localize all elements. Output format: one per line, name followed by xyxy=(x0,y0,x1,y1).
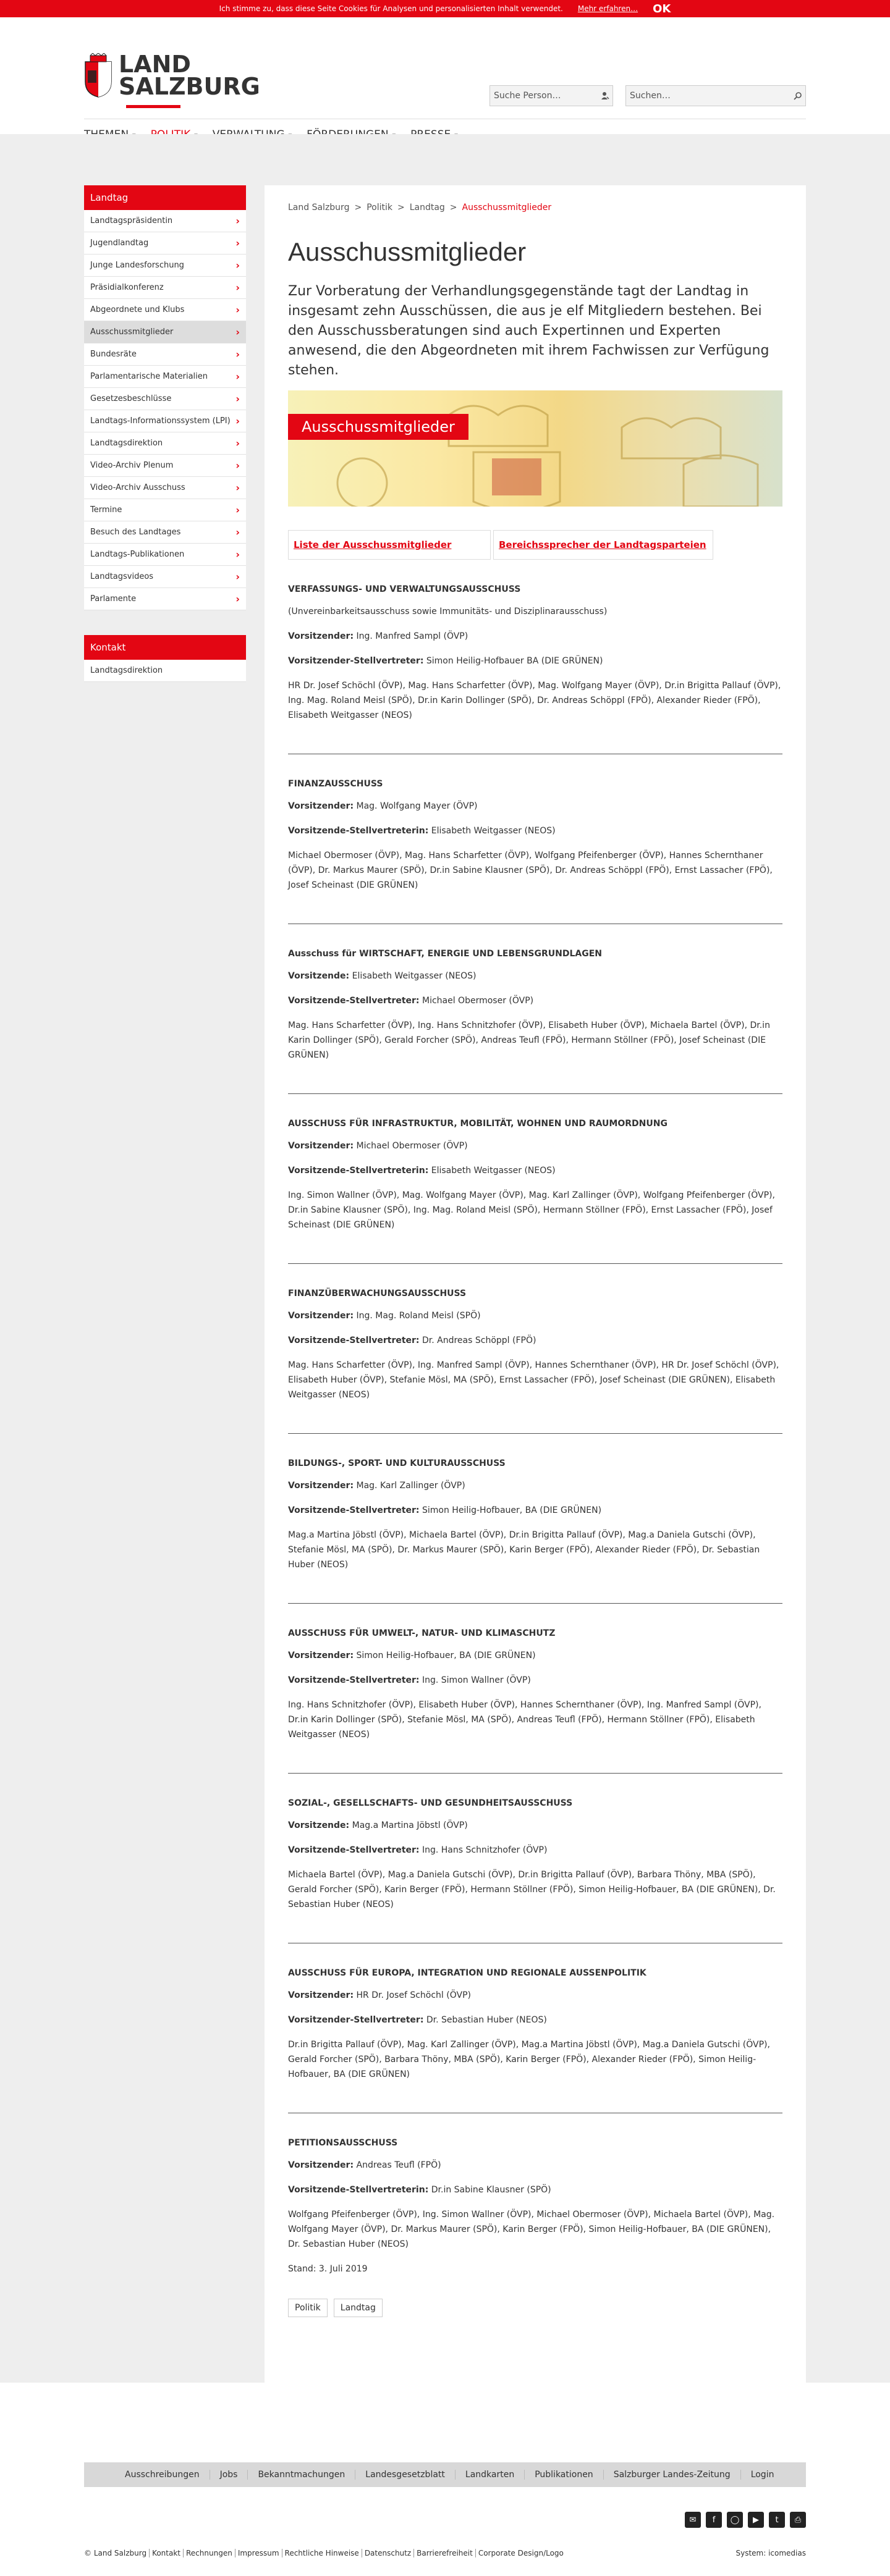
chair-label: Vorsitzender: xyxy=(288,2160,354,2170)
breadcrumb-item[interactable]: Politik xyxy=(367,203,392,213)
site-search-input[interactable]: Suchen… xyxy=(630,91,671,101)
footer-bar-link[interactable]: Bekanntmachungen xyxy=(248,2470,355,2480)
vice-chair-label: Vorsitzende-Stellvertreterin: xyxy=(288,826,429,836)
committee-members: Michael Obermoser (ÖVP), Mag. Hans Scharfetter (ÖVP), Wolfgang Pfeifenberger (ÖVP), Hannes Schernthaner (ÖVP), Dr. Markus Maurer (SPÖ), Dr.in Sabine Klausner (SPÖ), Dr. Andreas Schöppl (FPÖ), Ernst Lassacher (FPÖ), Josef Scheinast (DIE GRÜNEN) xyxy=(288,851,773,890)
committee-title: AUSSCHUSS FÜR EUROPA, INTEGRATION UND REGIONALE AUSSENPOLITIK xyxy=(288,1968,646,1978)
committee-members: HR Dr. Josef Schöchl (ÖVP), Mag. Hans Scharfetter (ÖVP), Mag. Wolfgang Mayer (ÖVP), Dr.in Brigitta Pallauf (ÖVP), Ing. Mag. Roland Meisl (SPÖ), Dr.in Karin Dollinger (SPÖ), Dr. Andreas Schöppl (FPÖ), Alexander Rieder (FPÖ), Elisabeth Weitgasser (NEOS) xyxy=(288,681,781,720)
vice-chair-label: Vorsitzende-Stellvertreter: xyxy=(288,1845,420,1855)
chevron-right-icon: › xyxy=(235,549,240,560)
site-header xyxy=(0,17,890,134)
sidebar-contact-title[interactable]: Kontakt xyxy=(84,635,246,660)
tab-member-list[interactable]: Liste der Ausschussmitglieder xyxy=(288,530,491,560)
committee-list xyxy=(288,584,782,2252)
sidebar-item-label: Landtags-Publikationen xyxy=(90,550,185,559)
committee-title: Ausschuss für WIRTSCHAFT, ENERGIE UND LEBENSGRUNDLAGEN xyxy=(288,949,603,959)
sidebar-item[interactable] xyxy=(84,388,246,410)
print-icon[interactable]: ⎙ xyxy=(790,2512,806,2528)
committee-title: BILDUNGS-, SPORT- UND KULTURAUSSCHUSS xyxy=(288,1458,506,1468)
committee-chair xyxy=(288,2158,782,2173)
sidebar-item[interactable] xyxy=(84,544,246,566)
footer-bar-link[interactable]: Ausschreibungen xyxy=(115,2470,210,2480)
sidebar-item[interactable] xyxy=(84,366,246,388)
sidebar-item[interactable] xyxy=(84,588,246,610)
committee-section xyxy=(288,1289,782,1402)
sidebar-item-label: Ausschussmitglieder xyxy=(90,327,174,337)
committee-chair xyxy=(288,1139,782,1153)
coat-of-arms-illustration xyxy=(288,390,782,507)
logo-line2: SALZBURG xyxy=(119,73,260,100)
footer-legal-link[interactable]: Impressum xyxy=(238,2549,282,2557)
committee-chair xyxy=(288,1818,782,1833)
chair-label: Vorsitzender: xyxy=(288,1141,354,1151)
tag-landtag[interactable]: Landtag xyxy=(334,2299,383,2317)
footer-bar-link[interactable]: Landesgesetzblatt xyxy=(355,2470,456,2480)
committee-chair xyxy=(288,629,782,644)
committee-vice-chair xyxy=(288,2013,782,2027)
chevron-right-icon: › xyxy=(235,259,240,271)
vice-chair-name: Elisabeth Weitgasser (NEOS) xyxy=(431,1166,556,1176)
chevron-right-icon: › xyxy=(235,371,240,382)
sidebar-item[interactable] xyxy=(84,321,246,343)
vice-chair-name: Elisabeth Weitgasser (NEOS) xyxy=(431,826,556,836)
chair-label: Vorsitzender: xyxy=(288,631,354,641)
main-content xyxy=(265,185,806,2412)
sidebar-item[interactable] xyxy=(84,210,246,232)
breadcrumb xyxy=(288,203,782,213)
cookie-bar xyxy=(0,0,890,17)
committee-chair xyxy=(288,969,782,983)
footer-legal-link[interactable]: Datenschutz xyxy=(365,2549,414,2557)
vice-chair-name: Simon Heilig-Hofbauer BA (DIE GRÜNEN) xyxy=(426,656,603,666)
footer-bar-link[interactable]: Landkarten xyxy=(456,2470,525,2480)
vice-chair-name: Michael Obermoser (ÖVP) xyxy=(422,996,534,1006)
committee-section xyxy=(288,779,782,893)
vice-chair-label: Vorsitzende-Stellvertreter: xyxy=(288,996,420,1006)
sidebar-item-label: Termine xyxy=(90,505,122,515)
twitter-icon[interactable]: t xyxy=(769,2512,785,2528)
sidebar-item[interactable] xyxy=(84,566,246,588)
committee-members: Dr.in Brigitta Pallauf (ÖVP), Mag. Karl Zallinger (ÖVP), Mag.a Martina Jöbstl (ÖVP), Mag.a Daniela Gutschi (ÖVP), Gerald Forcher (SPÖ), Barbara Thöny, MBA (SPÖ), Karin Berger (FPÖ), Alexander Rieder (FPÖ), Simon Heilig-Hofbauer, BA (DIE GRÜNEN) xyxy=(288,2040,770,2079)
section-divider xyxy=(288,1263,782,1264)
footer-legal-link[interactable]: Barrierefreiheit xyxy=(417,2549,476,2557)
sidebar-contact-box xyxy=(84,635,246,682)
sidebar-item[interactable] xyxy=(84,255,246,277)
facebook-icon[interactable]: f xyxy=(706,2512,722,2528)
cookie-more-link[interactable]: Mehr erfahren… xyxy=(577,4,638,13)
person-icon[interactable] xyxy=(598,88,612,103)
chair-name: Simon Heilig-Hofbauer, BA (DIE GRÜNEN) xyxy=(356,1651,536,1661)
sidebar-item-label: Junge Landesforschung xyxy=(90,261,184,270)
chair-label: Vorsitzender: xyxy=(288,1990,354,2000)
chair-name: Ing. Manfred Sampl (ÖVP) xyxy=(356,631,468,641)
tag-list xyxy=(288,2299,782,2317)
footer-legal-link[interactable]: Rechnungen xyxy=(186,2549,235,2557)
sidebar-contact-item[interactable] xyxy=(84,660,246,682)
committee-title: FINANZAUSSCHUSS xyxy=(288,779,383,789)
chair-name: Elisabeth Weitgasser (NEOS) xyxy=(352,971,477,981)
chevron-right-icon: › xyxy=(235,415,240,427)
social-icons xyxy=(685,2512,806,2528)
committee-title: SOZIAL-, GESELLSCHAFTS- UND GESUNDHEITSAUSSCHUSS xyxy=(288,1798,573,1808)
breadcrumb-item[interactable]: Landtag xyxy=(409,203,445,213)
chevron-right-icon: › xyxy=(235,348,240,360)
committee-chair xyxy=(288,1988,782,2003)
sidebar-item[interactable] xyxy=(84,499,246,521)
committee-members: Mag. Hans Scharfetter (ÖVP), Ing. Manfred Sampl (ÖVP), Hannes Schernthaner (ÖVP), HR Dr. Josef Schöchl (ÖVP), Elisabeth Huber (ÖVP), Stefanie Mösl, MA (SPÖ), Ernst Lassacher (FPÖ), Josef Scheinast (DIE GRÜNEN), Elisabeth Weitgasser (NEOS) xyxy=(288,1360,779,1400)
vice-chair-label: Vorsitzende-Stellvertreterin: xyxy=(288,2185,429,2195)
chair-label: Vorsitzender: xyxy=(288,1311,354,1321)
chair-label: Vorsitzende: xyxy=(288,971,350,981)
chair-label: Vorsitzende: xyxy=(288,1820,350,1830)
vice-chair-label: Vorsitzende-Stellvertreter: xyxy=(288,1505,420,1515)
sidebar-item-label: Jugendlandtag xyxy=(90,238,149,248)
section-divider xyxy=(288,1603,782,1604)
chevron-right-icon: › xyxy=(235,304,240,316)
sidebar-item-label: Präsidialkonferenz xyxy=(90,283,164,292)
sidebar-item[interactable] xyxy=(84,232,246,255)
committee-members: Mag. Hans Scharfetter (ÖVP), Ing. Hans Schnitzhofer (ÖVP), Elisabeth Huber (ÖVP), Michaela Bartel (ÖVP), Dr.in Karin Dollinger (SPÖ), Gerald Forcher (SPÖ), Andreas Teufl (FPÖ), Hermann Stöllner (FPÖ), Josef Scheinast (DIE GRÜNEN) xyxy=(288,1021,770,1060)
sidebar-item-label: Landtagsdirektion xyxy=(90,666,163,675)
chevron-right-icon: › xyxy=(235,326,240,338)
sidebar-item-label: Video-Archiv Plenum xyxy=(90,461,174,470)
breadcrumb-current: Ausschussmitglieder xyxy=(462,203,552,213)
chair-name: Ing. Mag. Roland Meisl (SPÖ) xyxy=(356,1311,481,1321)
sidebar-item[interactable] xyxy=(84,343,246,366)
committee-chair xyxy=(288,1308,782,1323)
committee-section xyxy=(288,584,782,723)
chevron-right-icon: › xyxy=(235,393,240,405)
chair-name: Mag.a Martina Jöbstl (ÖVP) xyxy=(352,1820,468,1830)
vice-chair-label: Vorsitzende-Stellvertreterin: xyxy=(288,1166,429,1176)
vice-chair-name: Dr. Sebastian Huber (NEOS) xyxy=(426,2015,547,2025)
search-icon[interactable] xyxy=(790,88,805,103)
committee-title: PETITIONSAUSSCHUSS xyxy=(288,2138,398,2148)
sidebar-item-label: Besuch des Landtages xyxy=(90,528,181,537)
committee-members: Michaela Bartel (ÖVP), Mag.a Daniela Gutschi (ÖVP), Dr.in Brigitta Pallauf (ÖVP), Barbara Thöny, MBA (SPÖ), Gerald Forcher (SPÖ), Karin Berger (FPÖ), Hermann Stöllner (FPÖ), Simon Heilig-Hofbauer, BA (DIE GRÜNEN), Dr. Sebastian Huber (NEOS) xyxy=(288,1870,776,1909)
logo-underline xyxy=(126,105,180,108)
footer-legal-link[interactable]: Kontakt xyxy=(152,2549,184,2557)
committee-members: Ing. Simon Wallner (ÖVP), Mag. Wolfgang Mayer (ÖVP), Mag. Karl Zallinger (ÖVP), Wolfgang Pfeifenberger (ÖVP), Dr.in Sabine Klausner (SPÖ), Ing. Mag. Roland Meisl (SPÖ), Hermann Stöllner (FPÖ), Ernst Lassacher (FPÖ), Josef Scheinast (DIE GRÜNEN) xyxy=(288,1190,775,1230)
instagram-icon[interactable]: ◯ xyxy=(727,2512,743,2528)
chevron-right-icon: › xyxy=(235,460,240,471)
chevron-right-icon: › xyxy=(235,437,240,449)
committee-section xyxy=(288,1628,782,1742)
banner-label: Ausschussmitglieder xyxy=(288,414,468,440)
committee-vice-chair xyxy=(288,1503,782,1518)
section-divider xyxy=(288,1433,782,1434)
committee-members: Wolfgang Pfeifenberger (ÖVP), Ing. Simon Wallner (ÖVP), Michael Obermoser (ÖVP), Michaela Bartel (ÖVP), Mag. Wolfgang Mayer (ÖVP), Dr. Markus Maurer (SPÖ), Karin Berger (FPÖ), Simon Heilig-Hofbauer, BA (DIE GRÜNEN), Dr. Sebastian Huber (NEOS) xyxy=(288,2210,775,2249)
committee-section xyxy=(288,1119,782,1232)
sidebar-item-label: Landtagspräsidentin xyxy=(90,216,173,225)
sidebar-item[interactable] xyxy=(84,521,246,544)
committee-vice-chair xyxy=(288,1673,782,1688)
vice-chair-name: Dr.in Sabine Klausner (SPÖ) xyxy=(431,2185,551,2195)
chevron-right-icon: › xyxy=(235,593,240,605)
chair-label: Vorsitzender: xyxy=(288,1481,354,1491)
chevron-right-icon: › xyxy=(235,482,240,494)
site-logo[interactable] xyxy=(84,53,260,98)
committee-section xyxy=(288,2138,782,2252)
chair-name: Mag. Karl Zallinger (ÖVP) xyxy=(356,1481,465,1491)
committee-members: Mag.a Martina Jöbstl (ÖVP), Michaela Bartel (ÖVP), Dr.in Brigitta Pallauf (ÖVP), Mag.a Daniela Gutschi (ÖVP), Stefanie Mösl, MA (SPÖ), Dr. Markus Maurer (SPÖ), Karin Berger (FPÖ), Alexander Rieder (FPÖ), Dr. Sebastian Huber (NEOS) xyxy=(288,1530,760,1570)
sidebar-item[interactable] xyxy=(84,477,246,499)
committee-title: AUSSCHUSS FÜR INFRASTRUKTUR, MOBILITÄT, WOHNEN UND RAUMORDNUNG xyxy=(288,1119,668,1129)
footer-legal-link[interactable]: Corporate Design/Logo xyxy=(478,2549,564,2557)
sidebar-item-label: Gesetzesbeschlüsse xyxy=(90,394,172,403)
hero-banner xyxy=(288,390,782,507)
site-search-field[interactable] xyxy=(625,85,806,106)
tab-spokespersons[interactable]: Bereichssprecher der Landtagsparteien xyxy=(493,530,713,560)
chevron-right-icon: › xyxy=(235,571,240,583)
page-title: Ausschussmitglieder xyxy=(288,237,527,266)
sidebar-item-label: Landtagsdirektion xyxy=(90,439,163,448)
system-credit: System: icomedias xyxy=(735,2549,806,2557)
sidebar-title[interactable]: Landtag xyxy=(84,185,246,210)
site-footer xyxy=(0,2487,890,2576)
vice-chair-label: Vorsitzende-Stellvertreter: xyxy=(288,1675,420,1685)
last-updated: Stand: 3. Juli 2019 xyxy=(288,2264,368,2274)
committee-vice-chair xyxy=(288,654,782,668)
breadcrumb-item[interactable]: Land Salzburg xyxy=(288,203,350,213)
chevron-right-icon: › xyxy=(235,526,240,538)
breadcrumb-separator: > xyxy=(449,203,457,213)
breadcrumb-separator: > xyxy=(354,203,362,213)
chair-label: Vorsitzender: xyxy=(288,801,354,811)
sidebar-item-label: Landtags-Informationssystem (LPI) xyxy=(90,416,231,426)
chair-label: Vorsitzender: xyxy=(288,1651,354,1661)
footer-bar-link[interactable]: Jobs xyxy=(210,2470,248,2480)
footer-bar-link[interactable]: Publikationen xyxy=(525,2470,603,2480)
vice-chair-name: Ing. Hans Schnitzhofer (ÖVP) xyxy=(422,1845,548,1855)
section-divider xyxy=(288,1093,782,1094)
committee-section xyxy=(288,1798,782,1912)
page-lead: Zur Vorberatung der Verhandlungsgegenstände tagt der Landtag in insgesamt zehn Ausschüssen, die aus je elf Mitgliedern bestehen. Bei den Ausschussberatungen sind auch Expertinnen und Experten anwesend, die den Abgeordneten mit ihrem Fachwissen zur Verfügung stehen. xyxy=(288,284,769,378)
person-search-field[interactable] xyxy=(490,85,613,106)
sidebar-item-label: Abgeordnete und Klubs xyxy=(90,305,185,314)
committee-vice-chair xyxy=(288,2182,782,2197)
footer-bar-link[interactable]: Login xyxy=(750,2470,774,2480)
chair-name: Mag. Wolfgang Mayer (ÖVP) xyxy=(356,801,478,811)
committee-title: FINANZÜBERWACHUNGSAUSSCHUSS xyxy=(288,1289,467,1299)
vice-chair-name: Dr. Andreas Schöppl (FPÖ) xyxy=(422,1336,536,1345)
coat-of-arms-icon xyxy=(84,53,112,98)
vice-chair-name: Simon Heilig-Hofbauer, BA (DIE GRÜNEN) xyxy=(422,1505,602,1515)
sidebar-item-label: Parlamentarische Materialien xyxy=(90,372,208,381)
sidebar-item-label: Video-Archiv Ausschuss xyxy=(90,483,185,492)
sidebar xyxy=(84,185,246,682)
sidebar-list xyxy=(84,210,246,610)
committee-vice-chair xyxy=(288,1843,782,1858)
sidebar-item[interactable] xyxy=(84,410,246,432)
mail-icon[interactable]: ✉ xyxy=(685,2512,701,2528)
committee-title: VERFASSUNGS- UND VERWALTUNGSAUSSCHUSS xyxy=(288,584,521,594)
sidebar-item[interactable] xyxy=(84,299,246,321)
sidebar-item[interactable] xyxy=(84,432,246,455)
committee-members: Ing. Hans Schnitzhofer (ÖVP), Elisabeth Huber (ÖVP), Hannes Schernthaner (ÖVP), Ing. Manfred Sampl (ÖVP), Dr.in Karin Dollinger (SPÖ), Stefanie Mösl, MA (SPÖ), Andreas Teufl (FPÖ), Hermann Stöllner (FPÖ), Elisabeth Weitgasser (NEOS) xyxy=(288,1700,761,1740)
committee-chair xyxy=(288,799,782,814)
chevron-right-icon: › xyxy=(235,504,240,516)
committee-vice-chair xyxy=(288,1163,782,1178)
committee-vice-chair xyxy=(288,823,782,838)
logo-line1: LAND xyxy=(119,51,191,78)
chair-name: Michael Obermoser (ÖVP) xyxy=(356,1141,468,1151)
youtube-icon[interactable]: ▶ xyxy=(748,2512,764,2528)
vice-chair-label: Vorsitzender-Stellvertreter: xyxy=(288,2015,424,2025)
chevron-right-icon: › xyxy=(235,237,240,249)
sidebar-item[interactable] xyxy=(84,277,246,299)
committee-vice-chair xyxy=(288,993,782,1008)
footer-bar-link[interactable]: Salzburger Landes-Zeitung xyxy=(604,2470,741,2480)
footer-legal-link: © Land Salzburg xyxy=(84,2549,150,2557)
chevron-right-icon: › xyxy=(235,282,240,293)
committee-section xyxy=(288,1458,782,1572)
committee-section xyxy=(288,1968,782,2082)
committee-chair xyxy=(288,1478,782,1493)
sidebar-item-label: Parlamente xyxy=(90,594,137,604)
committee-vice-chair xyxy=(288,1333,782,1348)
chair-name: Andreas Teufl (FPÖ) xyxy=(356,2160,441,2170)
vice-chair-label: Vorsitzende-Stellvertreter: xyxy=(288,1336,420,1345)
breadcrumb-separator: > xyxy=(397,203,405,213)
chair-name: HR Dr. Josef Schöchl (ÖVP) xyxy=(356,1990,471,2000)
person-search-input[interactable]: Suche Person… xyxy=(494,91,561,101)
vice-chair-name: Ing. Simon Wallner (ÖVP) xyxy=(422,1675,531,1685)
committee-title: AUSSCHUSS FÜR UMWELT-, NATUR- UND KLIMASCHUTZ xyxy=(288,1628,556,1638)
footer-link-bar xyxy=(84,2462,806,2487)
committee-section xyxy=(288,949,782,1063)
sidebar-item-label: Landtagsvideos xyxy=(90,572,154,581)
footer-legal-link[interactable]: Rechtliche Hinweise xyxy=(285,2549,362,2557)
chevron-right-icon: › xyxy=(235,215,240,227)
committee-chair xyxy=(288,1648,782,1663)
tab-links xyxy=(288,530,782,560)
committee-subtitle: (Unvereinbarkeitsausschuss sowie Immunitäts- und Disziplinarausschuss) xyxy=(288,607,608,617)
sidebar-item[interactable] xyxy=(84,455,246,477)
cookie-text: Ich stimme zu, dass diese Seite Cookies für Analysen und personalisierten Inhalt verwendet. xyxy=(219,4,563,13)
footer-legal-links xyxy=(84,2549,566,2557)
cookie-ok-button[interactable]: OK xyxy=(653,2,671,15)
section-divider xyxy=(288,1773,782,1774)
sidebar-item-label: Bundesräte xyxy=(90,350,137,359)
vice-chair-label: Vorsitzender-Stellvertreter: xyxy=(288,656,424,666)
tag-politik[interactable]: Politik xyxy=(288,2299,328,2317)
